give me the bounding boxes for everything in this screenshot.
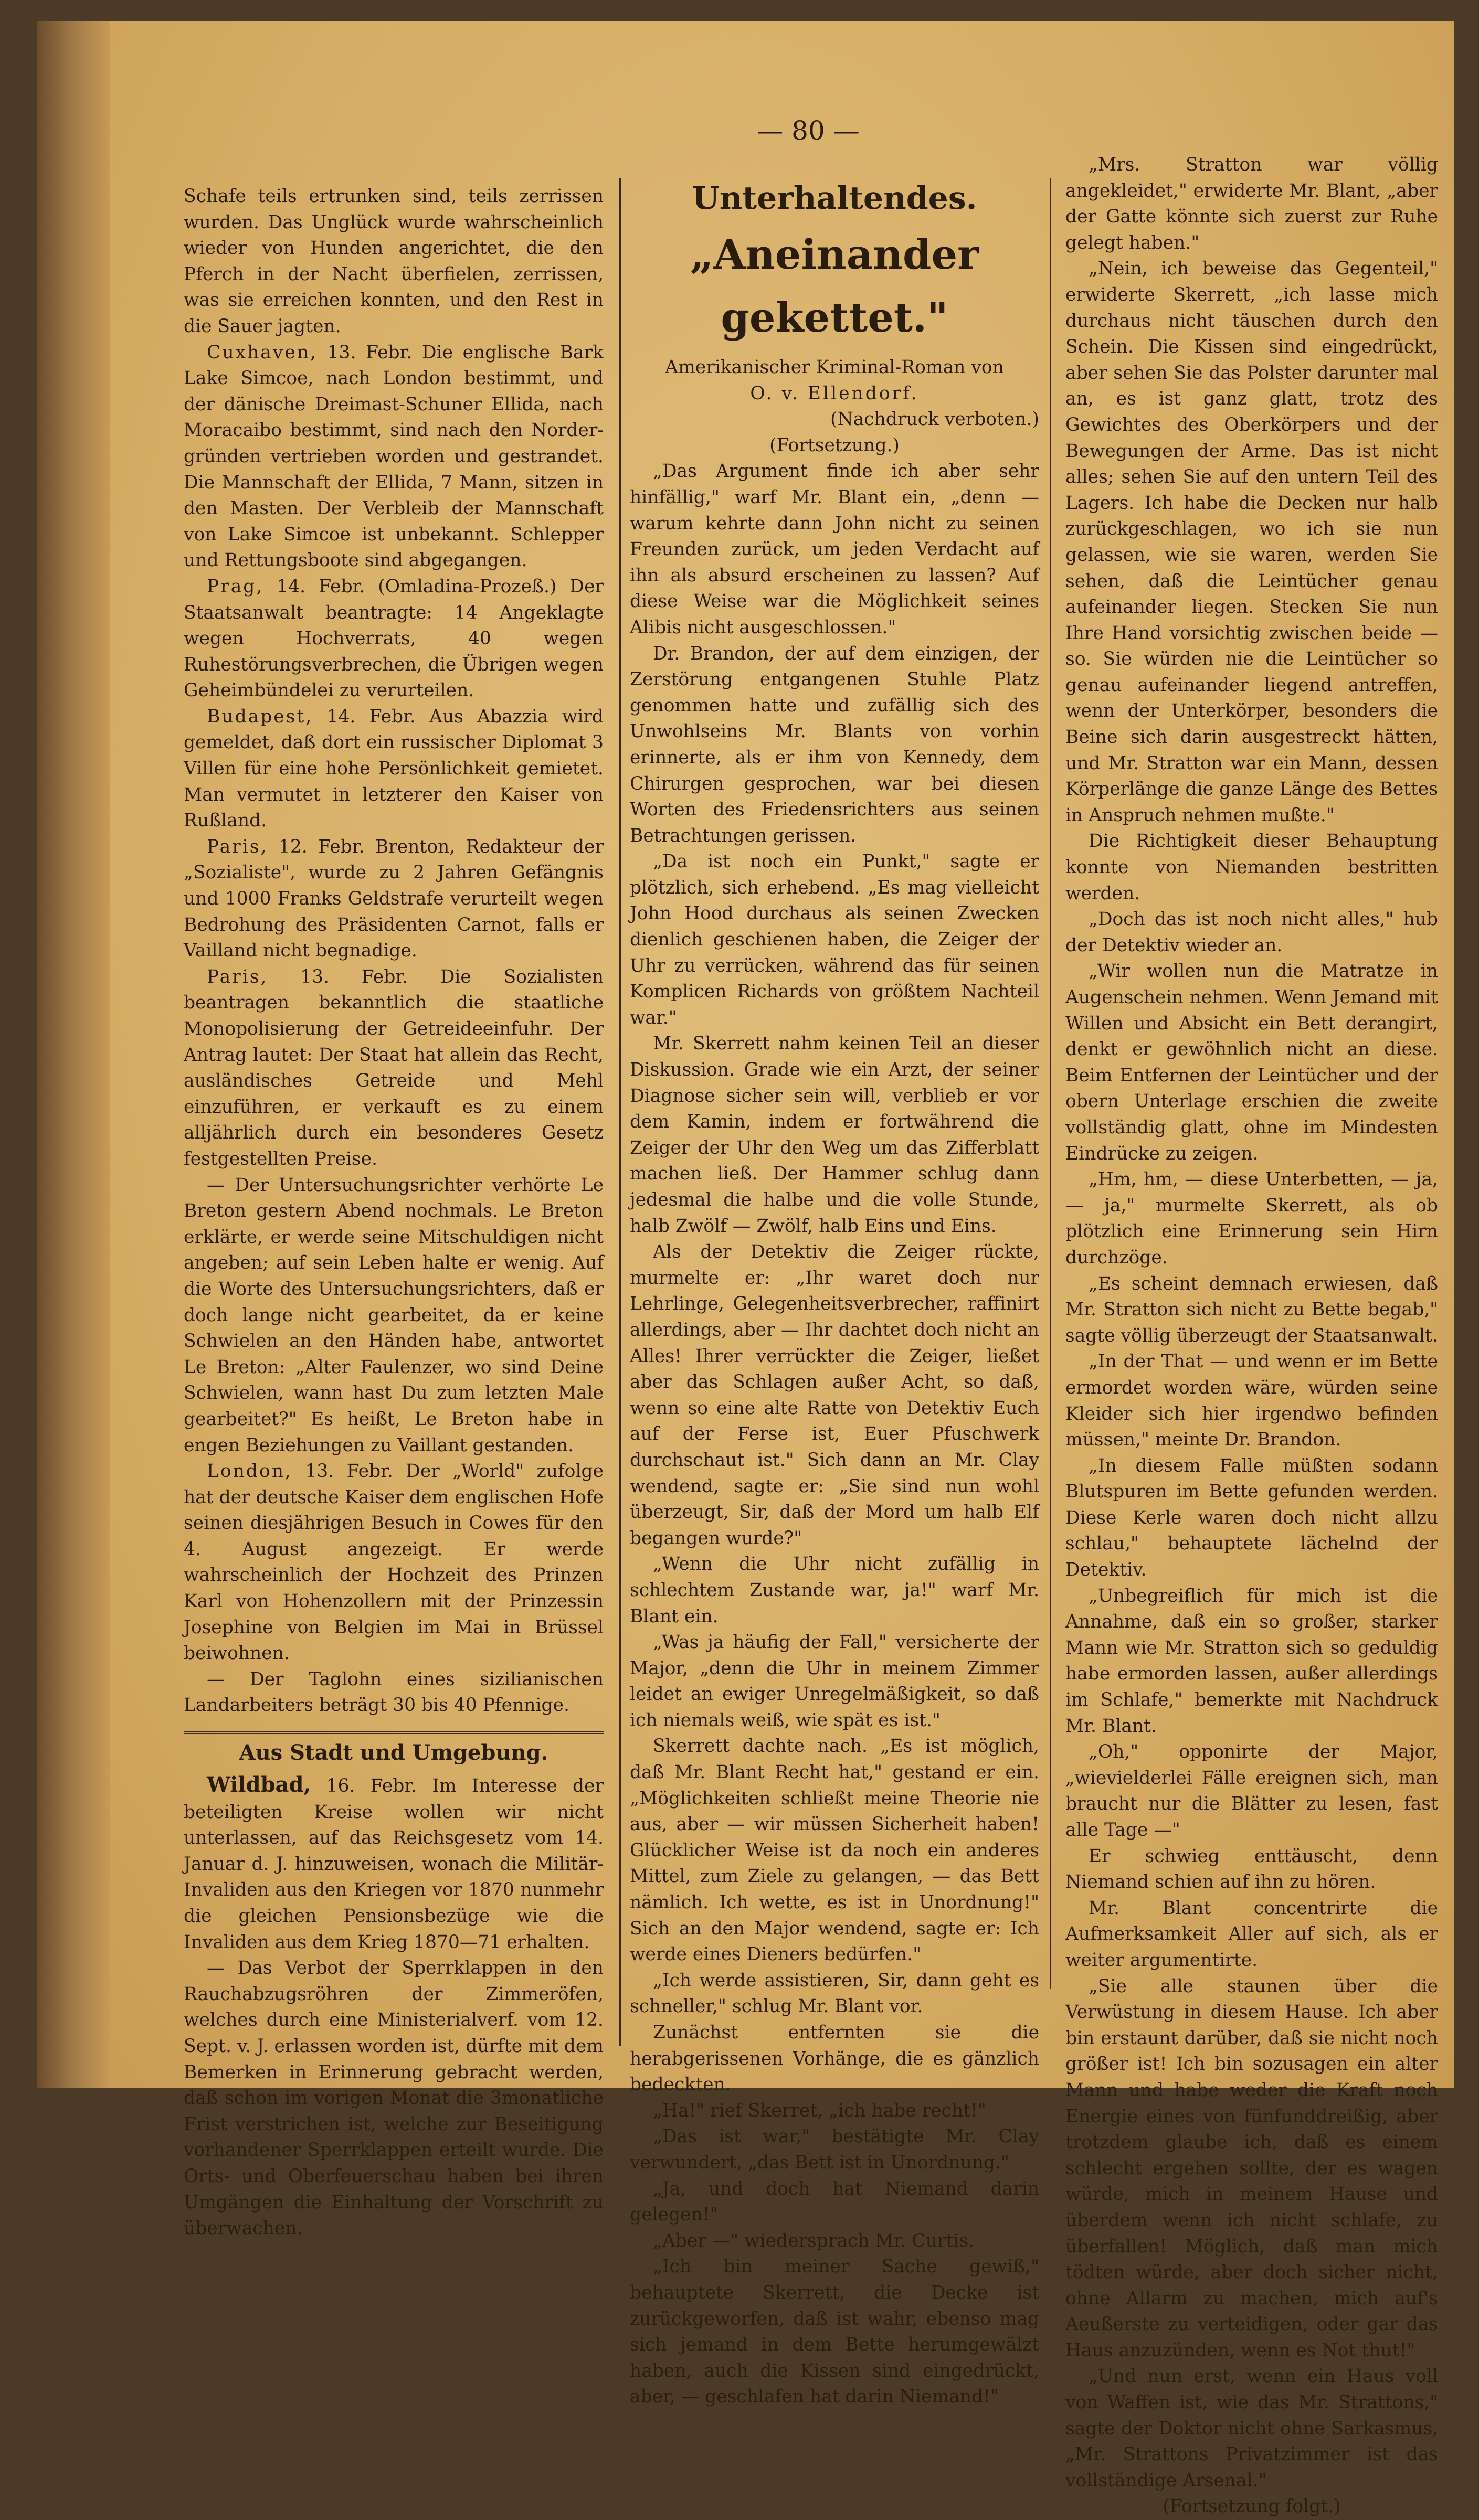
novel-paragraph: Die Richtigkeit dieser Behauptung konnte von Niemanden bestritten werden. — [1065, 831, 1438, 904]
novel-paragraph: Mr. Blant concentrirte die Aufmerksamkeit Aller auf sich, als er weiter argumentirte. — [1065, 1897, 1438, 1971]
novel-paragraph: „Hm, hm, — diese Unterbetten, — ja, — ja," murmelte Skerrett, als ob plötzlich eine Erinnerung sein Hirn durchzöge. — [1065, 1169, 1438, 1268]
continuation-note: (Fortsetzung folgt.) — [1163, 2496, 1341, 2517]
news-item — [184, 834, 604, 964]
news-item — [184, 1459, 604, 1667]
column-divider — [1050, 178, 1051, 1989]
page-number: — 80 — — [757, 115, 860, 146]
novel-title: „Aneinander gekettet." — [690, 231, 979, 342]
novel-paragraph: „In der That — und wenn er im Bette ermordet worden wäre, würden seine Kleider sich hier irgendwo befinden müssen," meinte Dr. Brandon. — [1065, 1351, 1438, 1451]
news-text: 16. Febr. Im Interesse der beteiligten Kreise wollen wir nicht unterlassen, auf das Reichsgesetz vom 14. Januar d. J. hinzuweisen, wonach die Militär-Invaliden aus den Kriegen vor 1870 nunmehr die gleichen Pensionsbezüge wie die Invaliden aus dem Krieg 1870—71 erhalten. — [184, 1775, 604, 1953]
news-paragraph: Schafe teils ertrunken sind, teils zerrissen wurden. Das Unglück wurde wahrscheinlich wieder von Hunden angerichtet, die den Pferch in der Nacht überfielen, zerrissen, was sie erreichen konnten, und den Rest in die Sauer jagten. — [184, 186, 604, 337]
novel-paragraph: „Nein, ich beweise das Gegenteil," erwiderte Skerrett, „ich lasse mich durchaus nicht täuschen durch den Schein. Die Kissen sind eingedrückt, aber sehen Sie das Polster darunter mal an, es ist ganz glatt, trotz des Gewichtes des Oberkörpers und der Bewegungen der Arme. Das ist nicht alles; sehen Sie auf den untern Teil des Lagers. Ich habe die Decken nur halb zurückgeschlagen, wo ich sie nun gelassen, wie sie waren, werden Sie sehen, daß die Leintücher genau aufeinander liegen. Stecken Sie nun Ihre Hand vorsichtig zwischen beide — so. Sie würden nie die Leintücher so genau aufeinander liegend antreffen, wenn der Unterkörper, besonders die Beine sich darin ausgestreckt hätten, und Mr. Stratton war ein Mann, dessen Körperlänge die ganze Länge des Bettes in Anspruch nehmen mußte." — [1065, 258, 1438, 826]
feuilleton-masthead: Unterhaltendes. — [692, 180, 977, 217]
novel-paragraph: Er schwieg enttäuscht, denn Niemand schien auf ihn zu hören. — [1065, 1845, 1438, 1893]
novel-paragraph: „Ich bin meiner Sache gewiß," behauptete Skerrett, die Decke ist zurückgeworfen, daß ist wahr, ebenso mag sich jemand in dem Bette herumgewälzt haben, auch die Kissen sind eingedrückt, aber, — geschlafen hat darin Niemand!" — [630, 2256, 1039, 2408]
dateline: London, — [207, 1461, 292, 1482]
novel-paragraph: Mr. Skerrett nahm keinen Teil an dieser Diskussion. Grade wie ein Arzt, der seiner Diagnose sicher sein will, verblieb er vor dem Kamin, indem er fortwährend die Zeiger der Uhr den Weg um das Zifferblatt machen ließ. Der Hammer schlug dann jedesmal die halbe und die volle Stunde, halb Zwölf — Zwölf, halb Eins und Eins. — [630, 1033, 1039, 1237]
novel-paragraph: „Ja, und doch hat Niemand darin gelegen!" — [630, 2178, 1039, 2226]
column-novel — [630, 178, 1039, 2408]
dateline: Paris, — [207, 836, 268, 857]
novel-author: O. v. Ellendorf. — [750, 382, 919, 404]
section-title: Aus Stadt und Umgebung. — [239, 1740, 548, 1766]
news-item — [184, 574, 604, 704]
novel-paragraph: „Das ist war," bestätigte Mr. Clay verwundert, „das Bett ist in Unordnung." — [630, 2126, 1039, 2173]
novel-paragraph: „Was ja häufig der Fall," versicherte der Major, „denn die Uhr in meinem Zimmer leidet an ewiger Unregelmäßigkeit, so daß ich niemals weiß, wie spät es ist." — [630, 1632, 1039, 1731]
dateline: Wildbad, — [207, 1772, 311, 1798]
section-divider — [184, 1731, 604, 1734]
dateline: Prag, — [207, 576, 264, 597]
novel-paragraph: „Ha!" rief Skerret, „ich habe recht!" — [653, 2100, 986, 2121]
news-text: 14. Febr. (Omladina-Prozeß.) Der Staatsanwalt beantragte: 14 Angeklagte wegen Hochverrats, 40 wegen Ruhestörungsverbrechen, die Übrigen wegen Geheimbündelei zu verurteilen. — [184, 576, 604, 701]
novel-paragraph: „Unbegreiflich für mich ist die Annahme, daß ein so großer, starker Mann wie Mr. Stratton sich so geduldig habe ermorden lassen, außer allerdings im Schlafe," bemerkte mit Nachdruck Mr. Blant. — [1065, 1585, 1438, 1737]
column-divider — [619, 178, 621, 2046]
news-text: 13. Febr. Der „World" zufolge hat der deutsche Kaiser dem englischen Hofe seinen diesjährigen Besuch in Cowes für den 4. August angezeigt. Er werde wahrscheinlich der Hochzeit des Prinzen Karl von Hohenzollern mit der Prinzessin Josephine von Belgien im Mai in Brüssel beiwohnen. — [184, 1461, 604, 1664]
book-binding — [37, 21, 110, 2088]
novel-paragraph: „Ich werde assistieren, Sir, dann geht es schneller," schlug Mr. Blant vor. — [630, 1970, 1039, 2017]
news-text: 13. Febr. Die englische Bark Lake Simcoe, nach London bestimmt, und der dänische Dreimast-Schuner Ellida, nach Moracaibo bestimmt, sind nach den Norder-gründen vertrieben worden und gestrandet. Die Mannschaft der Ellida, 7 Mann, sitzen in den Masten. Der Verbleib der Mannschaft von Lake Simcoe ist unbekannt. Schlepper und Rettungsboote sind abgegangen. — [184, 342, 604, 571]
novel-paragraph: „Mrs. Stratton war völlig angekleidet," erwiderte Mr. Blant, „aber der Gatte könnte sich zuerst zur Ruhe gelegt haben." — [1065, 154, 1438, 253]
novel-paragraph: „Wir wollen nun die Matratze in Augenschein nehmen. Wenn Jemand mit Willen und Absicht ein Bett derangirt, denkt er gewöhnlich nicht an diese. Beim Entfernen der Leintücher und der obern Unterlage erschien die zweite vollständig glatt, ohne im Mindesten Eindrücke zu zeigen. — [1065, 961, 1438, 1164]
novel-paragraph: „In diesem Falle müßten sodann Blutspuren im Bette gefunden werden. Diese Kerle waren doch nicht allzu schlau," behauptete lächelnd der Detektiv. — [1065, 1455, 1438, 1581]
dateline: Cuxhaven, — [207, 342, 318, 363]
novel-paragraph: „Da ist noch ein Punkt," sagte er plötzlich, sich erhebend. „Es mag vielleicht John Hood durchaus als seinen Zwecken dienlich geschienen haben, die Zeiger der Uhr zu verrücken, während das für seinen Komplicen Richards von größtem Nachteil war." — [630, 851, 1039, 1028]
novel-paragraph: „Das Argument finde ich aber sehr hinfällig," warf Mr. Blant ein, „denn — warum kehrte dann John nicht zu seinen Freunden zurück, um jeden Verdacht auf ihn als absurd erscheinen zu lassen? Auf diese Weise war die Möglichkeit seines Alibis nicht ausgeschlossen." — [630, 461, 1039, 638]
copyright-notice: (Nachdruck verboten.) — [830, 409, 1039, 430]
news-item — [184, 704, 604, 834]
novel-paragraph: Zunächst entfernten sie die herabgerissenen Vorhänge, die es gänzlich bedeckten. — [630, 2022, 1039, 2096]
column-novel-continued — [1065, 152, 1438, 2517]
newspaper-page — [37, 21, 1454, 2517]
news-paragraph: — Der Taglohn eines sizilianischen Landarbeiters beträgt 30 bis 40 Pfennige. — [184, 1668, 604, 1716]
news-paragraph: — Der Untersuchungsrichter verhörte Le Breton gestern Abend nochmals. Le Breton erklärte, er werde seine Mitschuldigen nicht angeben; auf sein Leben halte er wenig. Auf die Worte des Untersuchungsrichters, daß er doch lange nicht gearbeitet, da er keine Schwielen an den Händen habe, antwortet Le Breton: „Alter Faulenzer, wo sind Deine Schwielen, wann hast Du zum letzten Male gearbeitet?" Es heißt, Le Breton habe in engen Beziehungen zu Vaillant gestanden. — [184, 1174, 604, 1456]
news-item — [184, 964, 604, 1173]
novel-paragraph: „Wenn die Uhr nicht zufällig in schlechtem Zustande war, ja!" warf Mr. Blant ein. — [630, 1554, 1039, 1627]
novel-paragraph: „Aber —" wiedersprach Mr. Curtis. — [653, 2230, 975, 2251]
dateline: Budapest, — [207, 706, 313, 727]
news-paragraph: — Das Verbot der Sperrklappen in den Rauchabzugsröhren der Zimmeröfen, welches durch eine Ministerialverf. vom 12. Sept. v. J. erlassen worden ist, dürfte mit dem Bemerken in Erinnerung gebracht werden, daß schon im vorigen Monat die 3monatliche Frist verstrichen ist, welche zur Beseitigung vorhandener Sperrklappen erteilt wurde. Die Orts- und Oberfeuerschau haben bei ihren Umgängen die Einhaltung der Vorschrift zu überwachen. — [184, 1958, 604, 2239]
news-text: 12. Febr. Brenton, Redakteur der „Sozialiste", wurde zu 2 Jahren Gefängnis und 1000 Franks Geldstrafe verurteilt wegen Bedrohung des Präsidenten Carnot, falls er Vailland nicht begnadige. — [184, 836, 604, 962]
news-item — [184, 340, 604, 574]
novel-paragraph: „Und nun erst, wenn ein Haus voll von Waffen ist, wie das Mr. Strattons," sagte der Doktor nicht ohne Sarkasmus, „Mr. Strattons Privatzimmer ist das vollständige Arsenal." — [1065, 2366, 1438, 2491]
dateline: Paris, — [207, 966, 268, 987]
novel-paragraph: „Sie alle staunen über die Verwüstung in diesem Hause. Ich aber bin erstaunt darüber, daß sie nicht noch größer ist! Ich bin sozusagen ein alter Mann und habe weder die Kraft noch Energie eines von fünfunddreißig, aber trotzdem glaube ich, daß es einem schlecht ergehen sollte, der es wagen würde, mich in meinem Hause und überdem wenn ich nicht schlafe, zu überfallen! Möglich, daß man mich tödten würde, aber doch sicher nicht, ohne Allarm zu machen, mich auf's Aeußerste zu verteidigen, oder gar das Haus anzuzünden, wenn es Not thut!" — [1065, 1975, 1438, 2361]
novel-paragraph: „Oh," opponirte der Major, „wievielderlei Fälle ereignen sich, man braucht nur die Blätter zu lesen, fast alle Tage —" — [1065, 1741, 1438, 1841]
news-text: 13. Febr. Die Sozialisten beantragen bekanntlich die staatliche Monopolisierung der Getreideeinfuhr. Der Antrag lautet: Der Staat hat allein das Recht, ausländisches Getreide und Mehl einzuführen, er verkauft es zu einem alljährlich durch ein besonderes Gesetz festgestellten Preise. — [184, 966, 604, 1169]
novel-paragraph: Skerrett dachte nach. „Es ist möglich, daß Mr. Blant Recht hat," gestand er ein. „Möglichkeiten schließt meine Theorie nie aus, aber — wir müssen Sicherheit haben! Glücklicher Weise ist da noch ein anderes Mittel, zum Ziele zu gelangen, — das Bett nämlich. Ich wette, es ist in Unordnung!" Sich an den Major wendend, sagte er: Ich werde eines Dieners bedürfen." — [630, 1736, 1039, 1965]
continued-note: (Fortsetzung.) — [769, 434, 900, 456]
novel-subtitle: Amerikanischer Kriminal-Roman von — [665, 357, 1004, 378]
novel-paragraph: „Es scheint demnach erwiesen, daß Mr. Stratton sich nicht zu Bette begab," sagte völlig überzeugt der Staatsanwalt. — [1065, 1273, 1438, 1346]
novel-paragraph: Dr. Brandon, der auf dem einzigen, der Zerstörung entgangenen Stuhle Platz genommen hatte und zufällig sich des Unwohlseins Mr. Blants von vorhin erinnerte, als er ihm von Kennedy, dem Chirurgen gesprochen, war bei diesen Worten des Friedensrichters aus seinen Betrachtungen gerissen. — [630, 643, 1039, 846]
news-text: 14. Febr. Aus Abazzia wird gemeldet, daß dort ein russischer Diplomat 3 Villen für eine hohe Persönlichkeit gemietet. Man vermutet in letzterer den Kaiser von Rußland. — [184, 706, 604, 832]
novel-paragraph: Als der Detektiv die Zeiger rückte, murmelte er: „Ihr waret doch nur Lehrlinge, Gelegenheitsverbrecher, raffinirt allerdings, aber — Ihr dachtet doch nicht an Alles! Ihrer verrückter die Zeiger, ließet aber das Schlagen außer Acht, so daß, wenn so eine alte Ratte von Detektiv Euch auf der Ferse ist, Euer Pfuschwerk durchschaut ist." Sich dann an Mr. Clay wendend, sagte er: „Sie sind nun wohl überzeugt, Sir, daß der Mord um halb Elf begangen wurde?" — [630, 1241, 1039, 1549]
news-item — [184, 1772, 604, 1955]
novel-paragraph: „Doch das ist noch nicht alles," hub der Detektiv wieder an. — [1065, 909, 1438, 956]
column-news — [184, 184, 604, 2239]
